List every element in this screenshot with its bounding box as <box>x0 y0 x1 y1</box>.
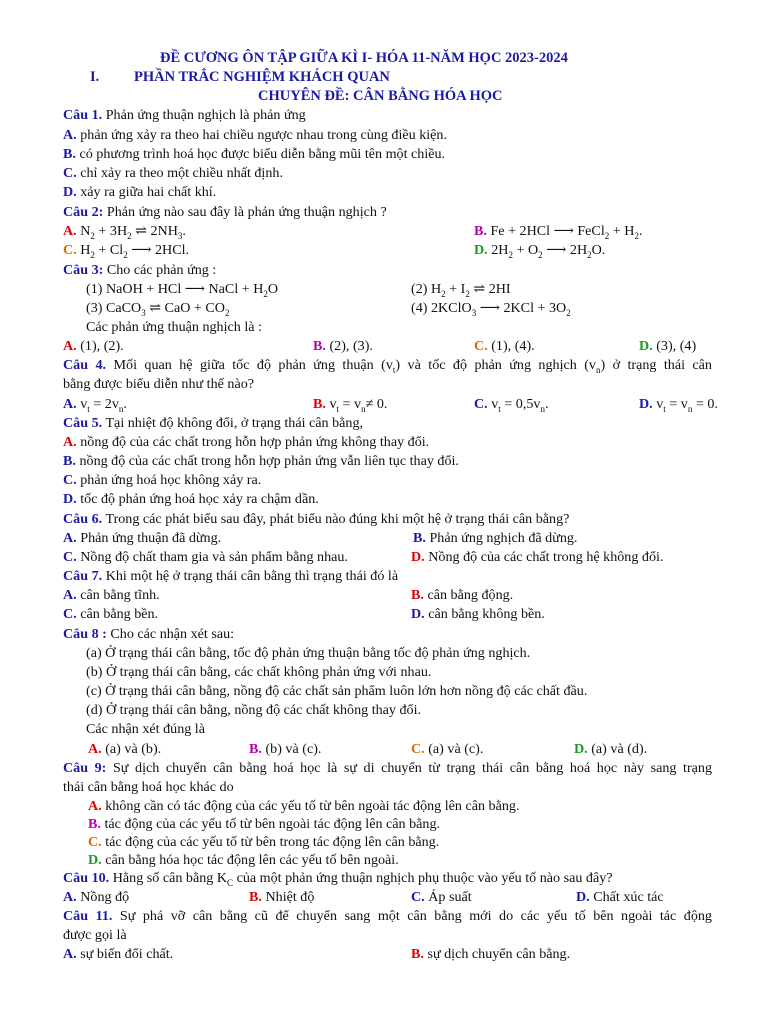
q8-prompt: Các nhận xét đúng là <box>86 721 205 737</box>
q2-option-b: B. Fe + 2HCl ⟶ FeCl$_2$ + $H_2$. <box>474 223 643 241</box>
reaction-1: (1) NaOH + HCl ⟶ NaCl + $H_2O$ <box>86 281 279 299</box>
q1-option-c <box>63 165 712 182</box>
q3-option-a: A. (1), (2). <box>63 338 124 354</box>
q2-option-a: A. $N_2 + 3H_2$ ⇌ $2NH_3$. <box>63 223 186 241</box>
q3-option-c: C. (1), (4). <box>474 338 535 354</box>
q10-options <box>63 889 712 906</box>
question-9: Câu 9: Sự dịch chuyển cân bằng hoá học là sự di chuyển từ trạng thái cân bằng hoá học này sang trạng <box>63 760 712 776</box>
q6-option-b: B. Phản ứng nghịch đã dừng. <box>413 530 578 546</box>
q9-option-b: B. tác động của các yếu tố từ bên ngoài tác động lên cân bằng. <box>88 816 441 832</box>
option-text: chỉ xảy ra theo một chiều nhất định. <box>80 165 283 181</box>
q1-option-b <box>63 146 712 163</box>
q7-options-row-2 <box>63 606 712 623</box>
question-2 <box>63 204 712 221</box>
question-7: Câu 7. Khi một hệ ở trạng thái cân bằng thì trạng thái đó là <box>63 568 399 584</box>
question-4: Câu 4. Mối quan hệ giữa tốc độ phản ứng thuận $(v_t)$ và tốc độ phản ứng nghịch $(v_n)$ ở trạng thái cân <box>63 357 712 375</box>
section-heading <box>90 69 712 86</box>
question-3 <box>63 262 712 279</box>
q8-option-a: A. (a) và (b). <box>88 741 162 757</box>
q3-option-d: D. (3), (4) <box>639 338 697 354</box>
q4-option-d: D. $v_t = v_n = 0$. <box>639 396 718 414</box>
q4-option-a: A. $v_t = 2v_n$. <box>63 396 127 414</box>
q7-option-b: B. cân bằng động. <box>411 587 514 603</box>
q10-option-b: B. Nhiệt độ <box>249 889 315 905</box>
q9-option-c: C. tác động của các yếu tố từ bên trong tác động lên cân bằng. <box>88 834 440 850</box>
q2-option-d: D. $2H_2 + O_2$ ⟶ $2H_2O$. <box>474 242 606 260</box>
q10-option-c: C. Áp suất <box>411 889 472 905</box>
option-text: xảy ra giữa hai chất khí. <box>80 184 217 200</box>
q11-stem-line-2: được gọi là <box>63 927 127 943</box>
doc-title: ĐỀ CƯƠNG ÔN TẬP GIỮA KÌ I- HÓA 11-NĂM HỌC 2023-2024 <box>160 50 568 66</box>
letter-d: D. <box>63 184 77 200</box>
q3-label: Câu 3: <box>63 262 104 278</box>
q3-options <box>63 338 712 355</box>
q7-option-c: C. cân bằng bền. <box>63 606 159 622</box>
q11-option-a: A. sự biến đổi chất. <box>63 946 174 962</box>
q6-options-row-2 <box>63 549 712 566</box>
q4-stem-line-2: bằng được biểu diễn như thế nào? <box>63 376 255 392</box>
q8-statement-d: (d) Ở trạng thái cân bằng, nồng độ các chất không thay đổi. <box>86 702 422 718</box>
question-1 <box>63 107 712 124</box>
q2-option-c: C. $H_2 + Cl_2$ ⟶ 2HCl. <box>63 242 190 260</box>
q5-option-d: D. tốc độ phản ứng hoá học xảy ra chậm dần. <box>63 491 319 507</box>
q8-statement-b: (b) Ở trạng thái cân bằng, các chất không phản ứng với nhau. <box>86 664 432 680</box>
letter-b: B. <box>63 146 76 162</box>
topic-title: CHUYÊN ĐỀ: CÂN BẰNG HÓA HỌC <box>258 88 503 104</box>
q2-label: Câu 2: <box>63 204 104 220</box>
q3-stem: Cho các phản ứng : <box>106 262 217 278</box>
q7-option-a: A. cân bằng tĩnh. <box>63 587 160 603</box>
q5-option-c: C. phản ứng hoá học không xảy ra. <box>63 472 262 488</box>
q8-statement-c: (c) Ở trạng thái cân bằng, nồng độ các chất sản phẩm luôn lớn hơn nồng độ các chất đầu. <box>86 683 588 699</box>
section-number: I. <box>90 69 100 85</box>
q4-option-c: C. $v_t = 0,5v_n$. <box>474 396 549 414</box>
q6-option-c: C. Nồng độ chất tham gia và sản phẩm bằng nhau. <box>63 549 348 565</box>
q5-option-b: B. nồng độ của các chất trong hỗn hợp phản ứng vẫn liên tục thay đổi. <box>63 453 459 469</box>
letter-a: A. <box>63 127 77 143</box>
reaction-3: (3) CaCO$_3$ ⇌ CaO + $CO_2$ <box>86 300 230 318</box>
q8-option-c: C. (a) và (c). <box>411 741 484 757</box>
reaction-2: (2) $H_2 + I_2$ ⇌ 2HI <box>411 281 511 299</box>
reaction-4: (4) 2KClO$_3$ ⟶ $2KCl + 3O_2$ <box>411 300 571 318</box>
q8-statement-a: (a) Ở trạng thái cân bằng, tốc độ phản ứng thuận bằng tốc độ phản ứng nghịch. <box>86 645 531 661</box>
q6-option-d: D. Nồng độ của các chất trong hệ không đổi. <box>411 549 664 565</box>
q3-prompt: Các phản ứng thuận nghịch là : <box>86 319 262 335</box>
question-5: Câu 5. Tại nhiệt độ không đổi, ở trạng thái cân bằng, <box>63 415 364 431</box>
question-11: Câu 11. Sự phá vỡ cân bằng cũ để chuyển sang một cân bằng mới do các yếu tố bên ngoài tác động <box>63 908 712 924</box>
q10-option-d: D. Chất xúc tác <box>576 889 664 905</box>
q9-stem-line-2: thái cân bằng hoá học khác do <box>63 779 234 795</box>
q1-stem: Phản ứng thuận nghịch là phản ứng <box>105 107 306 123</box>
q1-label: Câu 1. <box>63 107 103 123</box>
q4-option-b: B. $v_t = v_n\ne 0$. <box>313 396 388 414</box>
section-title: PHẦN TRẮC NGHIỆM KHÁCH QUAN <box>134 69 390 85</box>
q7-option-d: D. cân bằng không bền. <box>411 606 545 622</box>
q8-option-d: D. (a) và (d). <box>574 741 648 757</box>
q6-option-a: A. Phản ứng thuận đã dừng. <box>63 530 222 546</box>
q11-options <box>63 946 712 963</box>
question-8: Câu 8 : Cho các nhận xét sau: <box>63 626 235 642</box>
q10-option-a: A. Nồng độ <box>63 889 130 905</box>
question-10: Câu 10. Hằng số cân bằng $K_C$ của một phản ứng thuận nghịch phụ thuộc vào yếu tố nào sau đây? <box>63 870 613 888</box>
q2-stem: Phản ứng nào sau đây là phản ứng thuận nghịch ? <box>106 204 387 220</box>
letter-c: C. <box>63 165 77 181</box>
q8-option-b: B. (b) và (c). <box>249 741 322 757</box>
q6-options-row-1 <box>63 530 712 547</box>
q1-option-a <box>63 127 712 144</box>
question-6: Câu 6. Trong các phát biểu sau đây, phát biểu nào đúng khi một hệ ở trạng thái cân bằng? <box>63 511 570 527</box>
q5-option-a: A. nồng độ của các chất trong hỗn hợp phản ứng không thay đổi. <box>63 434 430 450</box>
q1-option-d <box>63 184 712 201</box>
q11-option-b: B. sự dịch chuyển cân bằng. <box>411 946 571 962</box>
q9-option-d: D. cân bằng hóa học tác động lên các yếu tố bên ngoài. <box>88 852 399 868</box>
option-text: phản ứng xảy ra theo hai chiều ngược nhau trong cùng điều kiện. <box>80 127 447 143</box>
q3-option-b: B. (2), (3). <box>313 338 373 354</box>
q7-options-row-1 <box>63 587 712 604</box>
q9-option-a: A. không cần có tác động của các yếu tố từ bên ngoài tác động lên cân bằng. <box>88 798 520 814</box>
q2-options-row-2 <box>63 242 712 264</box>
option-text: có phương trình hoá học được biểu diễn bằng mũi tên một chiều. <box>79 146 446 162</box>
